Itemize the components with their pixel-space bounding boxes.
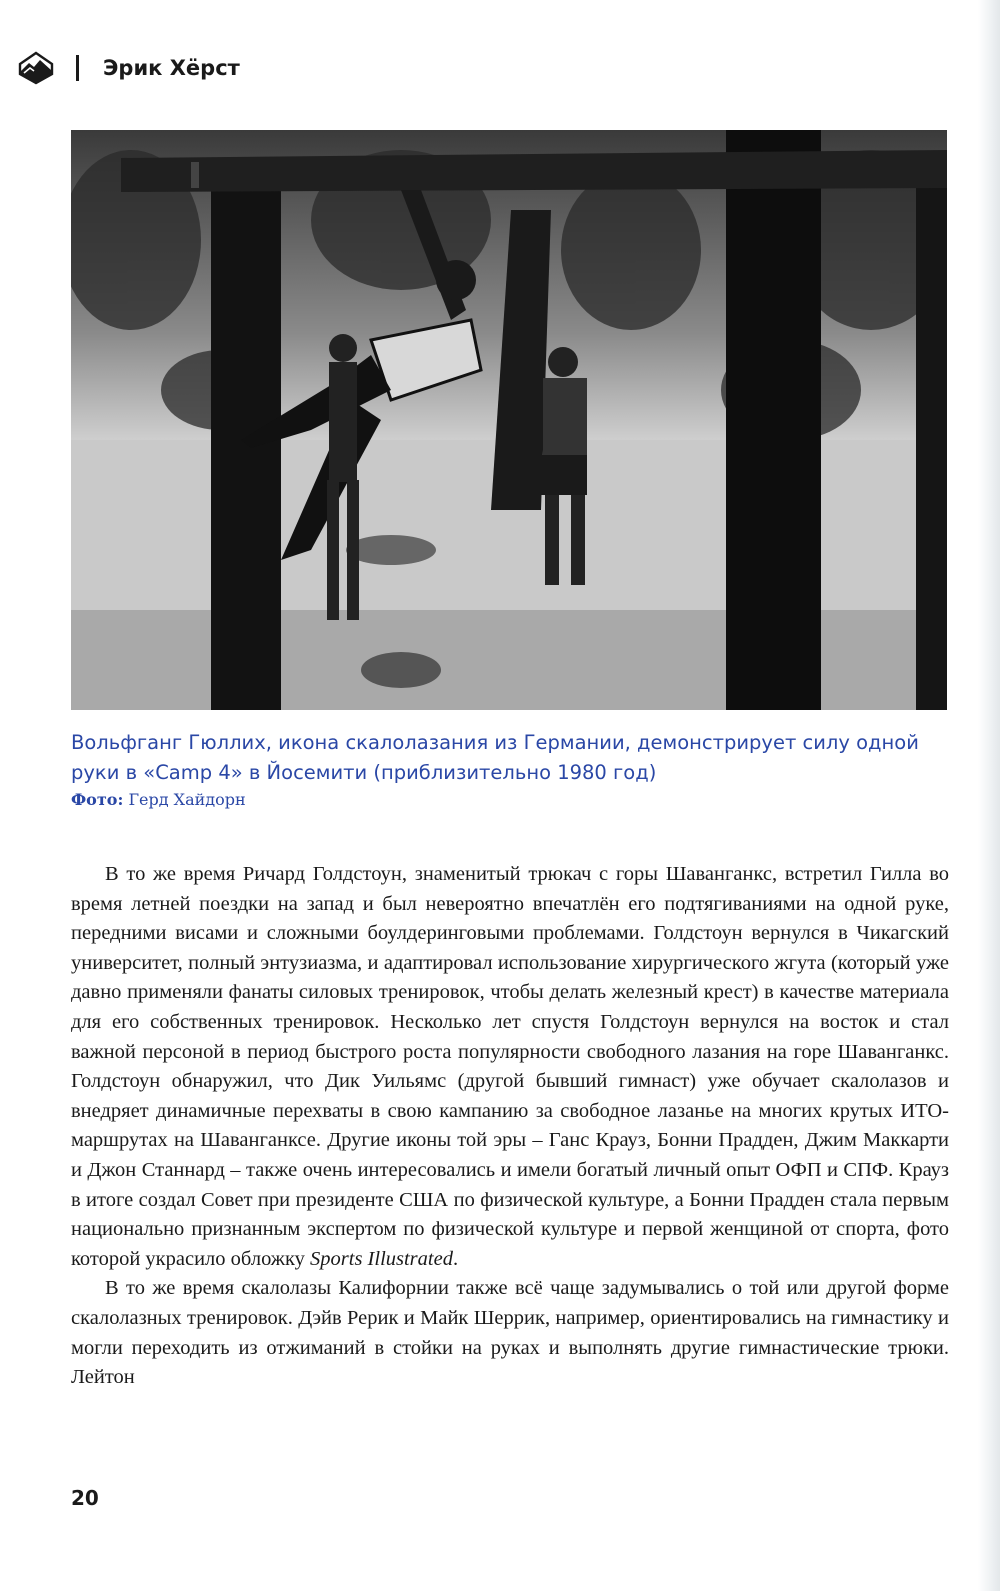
body-text — [71, 860, 949, 1393]
paragraph-2: В то же время скалолазы Калифорнии также всё чаще задумывались о той или другой форме скалолазных тренировок. Дэйв Рерик и Майк Шеррик, например, ориентировались на гимнастику и могли переходить из отжиманий в стойки на руках и выполнять другие гимнастические трюки. Лейтон — [71, 1277, 949, 1389]
paragraph-1-text: В то же время Ричард Голдстоун, знаменитый трюкач с горы Шаванганкс, встретил Гилла во время летней поездки на запад и был невероятно впечатлён его подтягиваниями на одной руке, передними висами и сложными боулдеринговыми проблемами. Голдстоун вернулся в Чикагский университет, полный энтузиазма, и адаптировал использование хирургического жгута (который уже давно применяли фанаты силовых тренировок, чтобы делать железный крест) в качестве материала для его собственных тренировок. Несколько лет спустя Голдстоун вернулся на восток и стал важной персоной в период быстрого роста популярности свободного лазания на горе Шаванганкс. Голдстоун обнаружил, что Дик Уильямс (другой бывший гимнаст) уже обучает скалолазов и внедряет динамичные перехваты в свою кампанию за свободное лазанье на многих крутых ИТО-маршрутах на Шаванганксе. Другие иконы той эры – Ганс Крауз, Бонни Прадден, Джим Маккарти и Джон Станнард – также очень интересовались и имели богатый личный опыт ОФП и СПФ. Крауз в итоге создал Совет при президенте США по физической культуре, а Бонни Прадден стала первым национально признанным экспертом по физической культуре и первой женщиной от спорта, фото которой украсило обложку — [71, 863, 949, 1270]
photo-credit-label: Фото: — [71, 790, 124, 809]
author-name: Эрик Хёрст — [103, 56, 240, 80]
climbing-photo — [71, 130, 947, 710]
mountain-logo-icon — [18, 51, 54, 85]
photo-credit — [71, 790, 246, 809]
page-number: 20 — [71, 1486, 99, 1510]
paragraph-1 — [71, 860, 949, 1274]
running-header — [18, 48, 240, 88]
photo-caption: Вольфганг Гюллих, икона скалолазания из Германии, демонстрирует силу одной руки в «Camp 4» в Йосемити (приблизительно 1980 год) — [71, 731, 919, 784]
photo-credit-name: Герд Хайдорн — [128, 790, 246, 809]
paragraph-1-end: . — [452, 1247, 459, 1270]
magazine-title: Sports Illustrated — [310, 1247, 453, 1270]
page-edge — [978, 0, 1000, 1591]
header-separator — [76, 55, 79, 81]
